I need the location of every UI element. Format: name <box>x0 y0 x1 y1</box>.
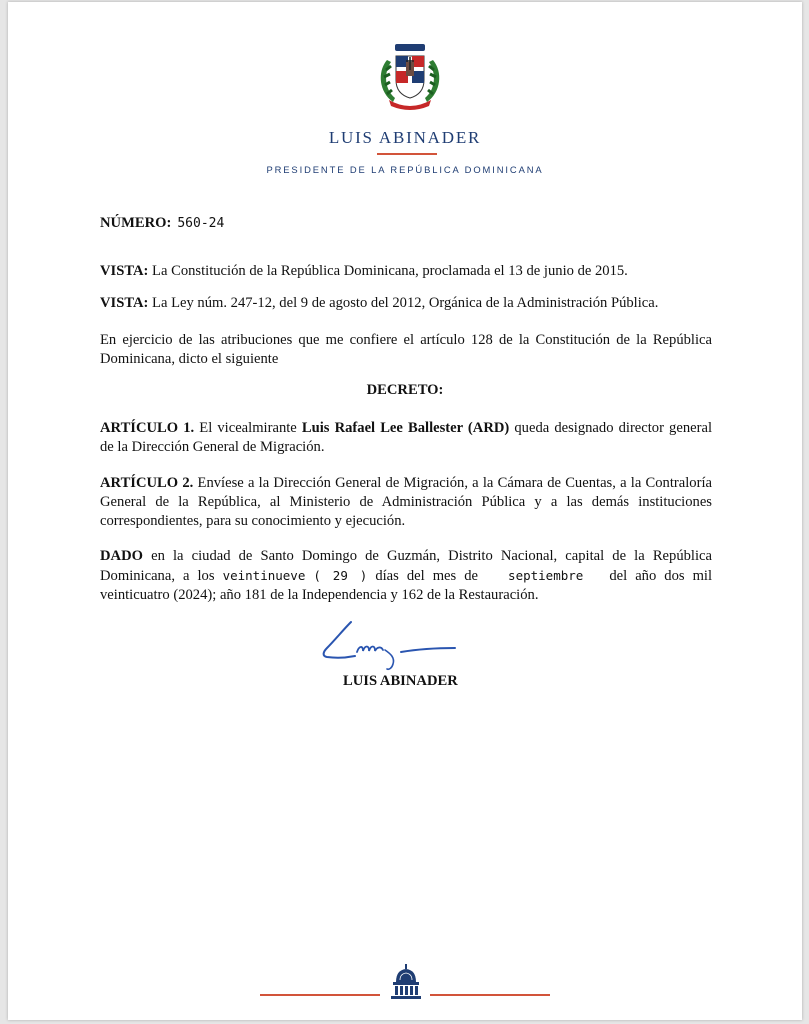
dado-day-words: veintinueve <box>222 568 306 583</box>
dado-text-3: del año dos mil veinticuatro (2024); año 181 de la Independencia y 162 de la Restauración. <box>100 568 713 603</box>
footer-divider-right <box>430 994 550 996</box>
vista2-label: VISTA: <box>100 295 149 311</box>
vista2-text: La Ley núm. 247-12, del 9 de agosto del 2012, Orgánica de la Administración Pública. <box>152 295 659 311</box>
numero-label: NÚMERO: <box>100 215 172 231</box>
signatory-name: LUIS ABINADER <box>343 673 458 689</box>
header-name: LUIS ABINADER <box>328 128 482 147</box>
art2-label: ARTÍCULO 2. <box>100 475 194 491</box>
coat-of-arms-icon <box>373 40 447 110</box>
article-1 <box>100 419 712 457</box>
art1-post: queda designado director general de la Dirección General de Migración. <box>100 420 713 455</box>
art1-pre: El vicealmirante <box>199 420 297 436</box>
dado-label: DADO <box>100 548 143 564</box>
decree-number <box>100 214 712 233</box>
art1-label: ARTÍCULO 1. <box>100 420 195 436</box>
vista-constitucion <box>100 262 712 281</box>
decree-page <box>8 2 802 1020</box>
vista1-text: La Constitución de la República Dominicana, proclamada el 13 de junio de 2015. <box>152 263 628 279</box>
numero-value: 560-24 <box>177 216 225 231</box>
decree-title: DECRETO: <box>366 382 444 398</box>
handwritten-signature <box>313 614 463 676</box>
vista-ley <box>100 294 712 313</box>
footer-divider-left <box>260 994 380 996</box>
dado-month: septiembre <box>508 568 584 583</box>
ejercicio-paragraph: En ejercicio de las atribuciones que me confiere el artículo 128 de la Constitución de la República Dominicana, dicto el siguiente <box>100 332 712 367</box>
header-subtitle: PRESIDENTE DE LA REPÚBLICA DOMINICANA <box>266 164 544 175</box>
art1-name: Luis Rafael Lee Ballester (ARD) <box>301 420 510 436</box>
dado-text-1: en la ciudad de Santo Domingo de Guzmán, Distrito Nacional, capital de la República Dominicana, a los <box>100 548 712 584</box>
vista1-label: VISTA: <box>100 263 149 279</box>
header-divider <box>377 153 437 155</box>
dado-day-number: ( 29 ) <box>313 568 368 583</box>
art2-text: Envíese a la Dirección General de Migración, a la Cámara de Cuentas, a la Contraloría General de la República, al Ministerio de Administración Pública y a las demás instituciones correspondientes, para su conocimiento y ejecución. <box>100 475 712 529</box>
dado-paragraph <box>100 547 712 605</box>
palace-dome-icon <box>388 964 424 1000</box>
dado-text-2: días del mes de <box>375 568 479 584</box>
article-2 <box>100 474 712 531</box>
